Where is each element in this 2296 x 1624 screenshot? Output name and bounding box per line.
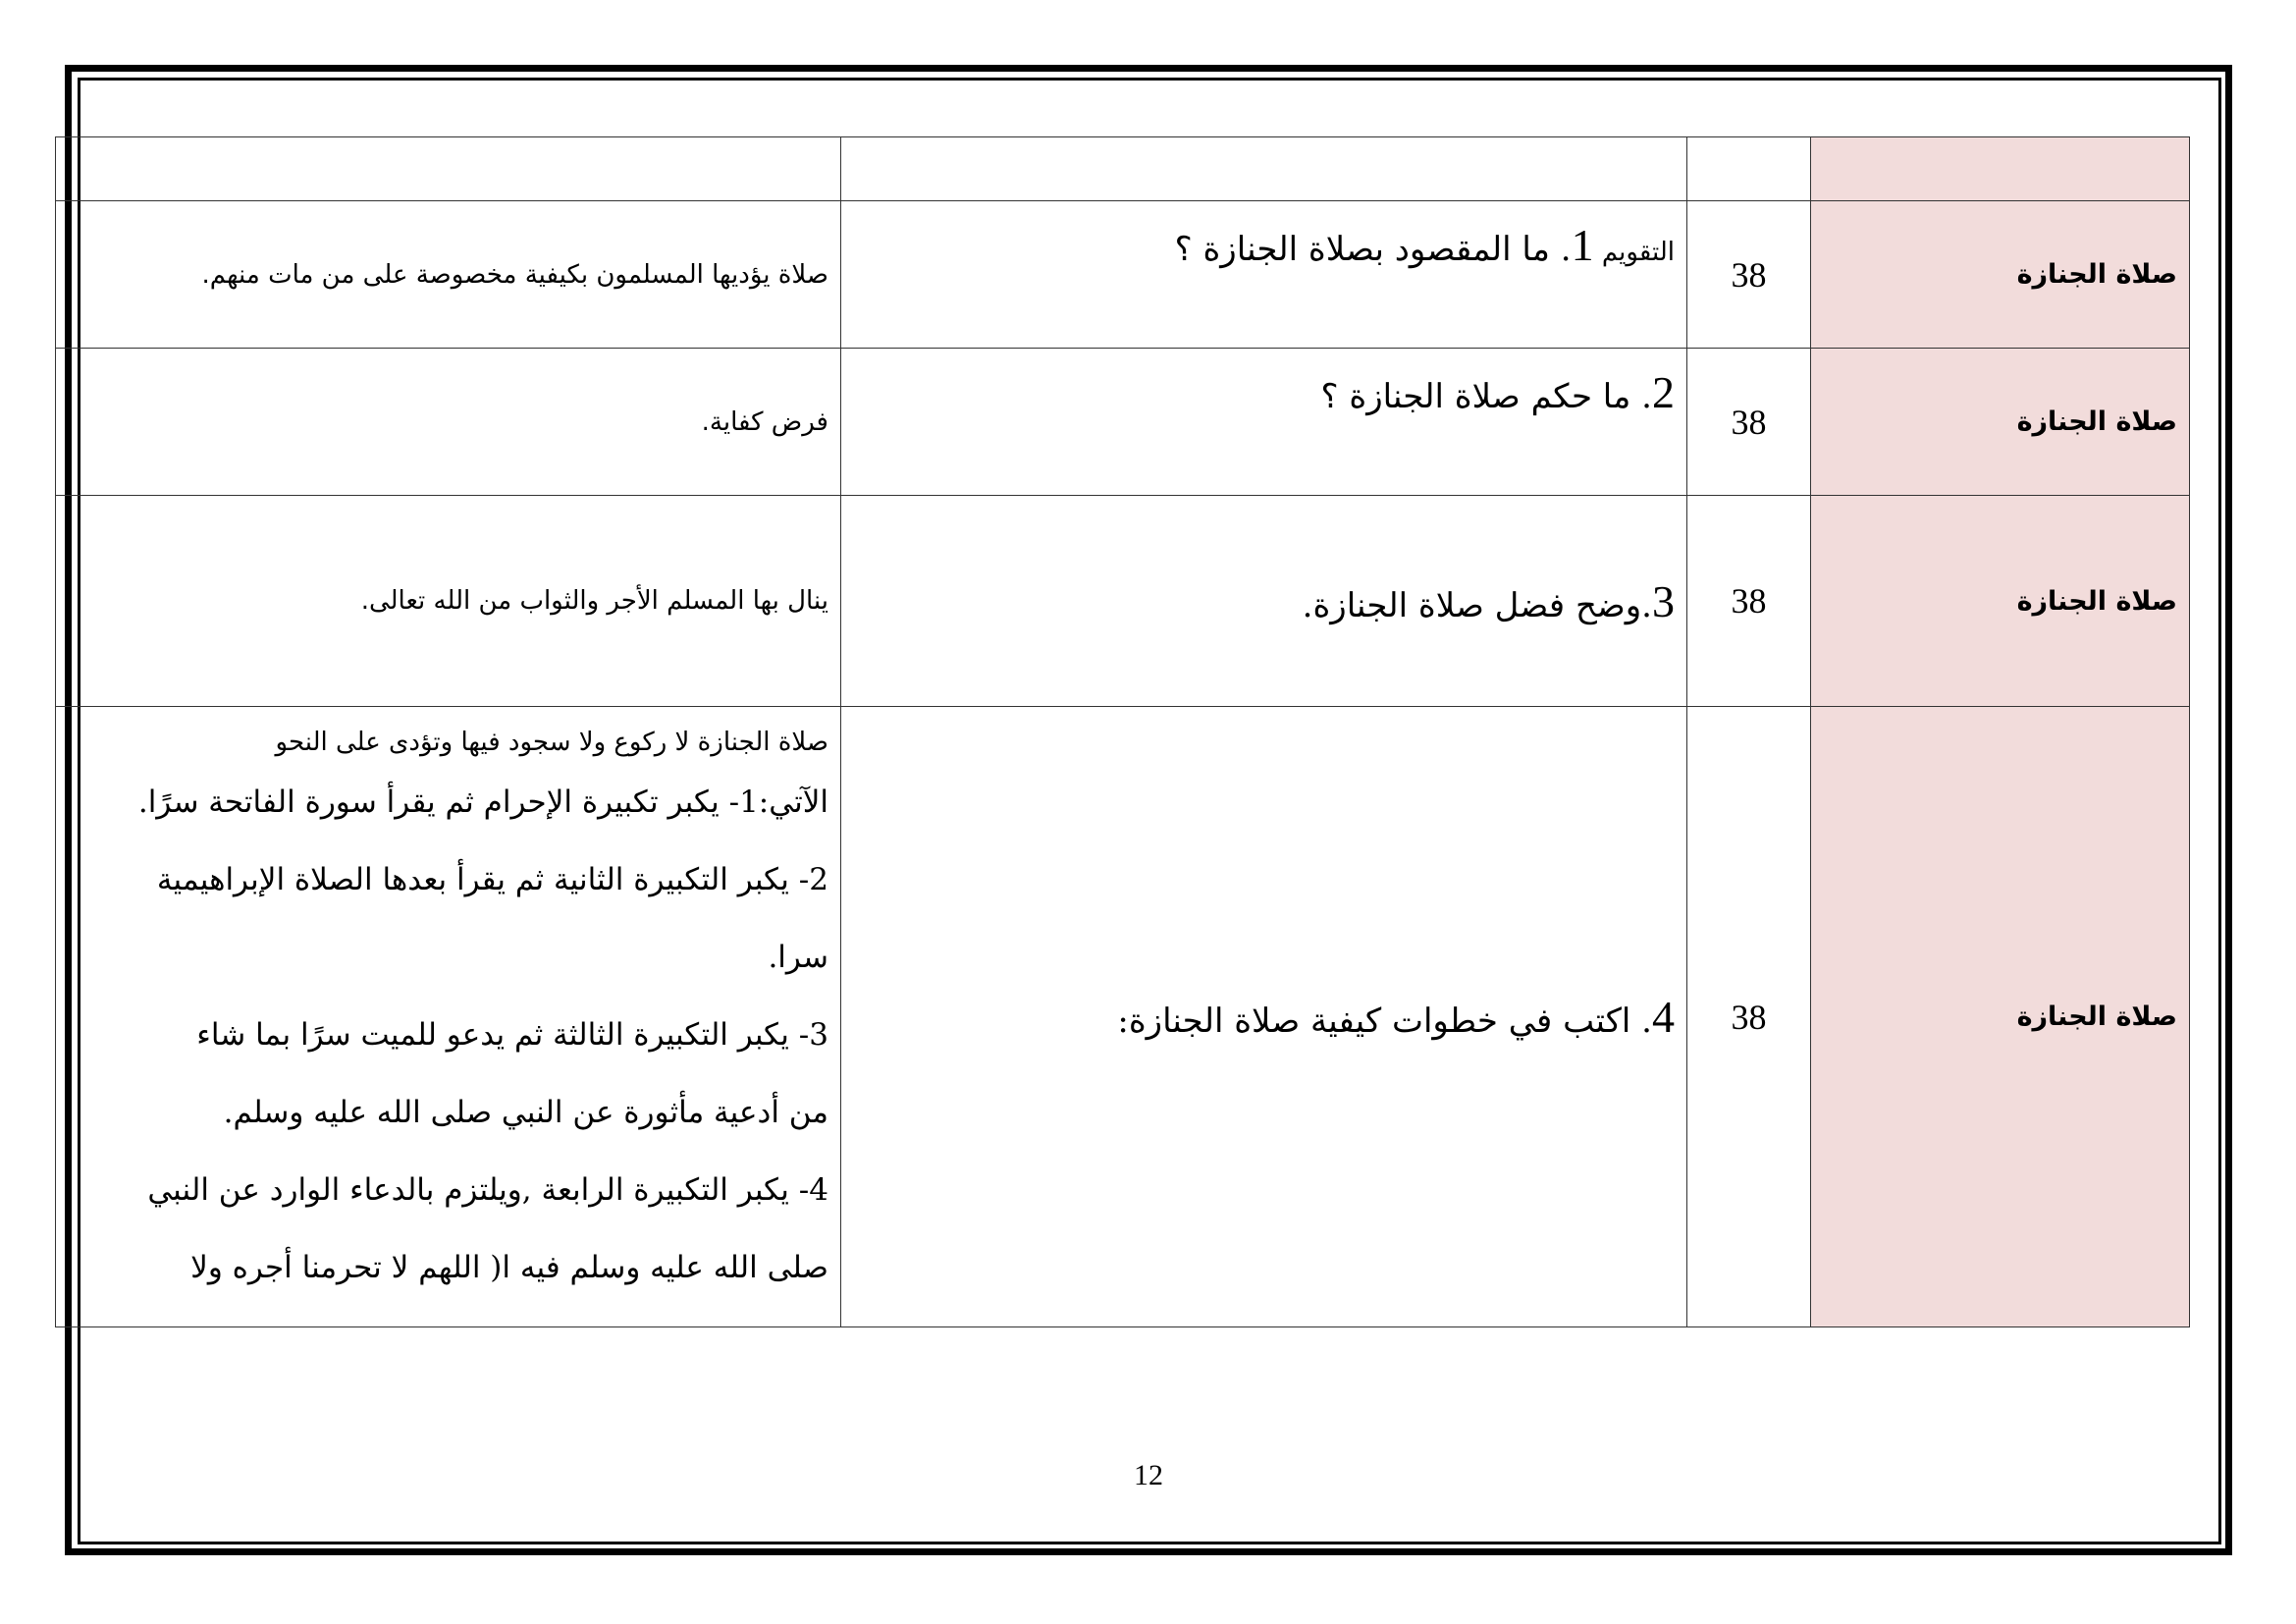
lesson-title-cell: [1811, 707, 2190, 1327]
question-text: . ما حكم صلاة الجنازة ؟: [1320, 377, 1652, 416]
page-ref: 38: [1687, 201, 1811, 349]
lesson-title: صلاة الجنازة: [2016, 585, 2177, 617]
answer-cell: [56, 707, 841, 1327]
question-number: 1: [1571, 220, 1594, 270]
question-cell: [841, 496, 1687, 707]
question-number: 2: [1652, 367, 1675, 417]
table-row: [56, 496, 2190, 707]
answer-line: صلى الله عليه وسلم فيه ا( اللهم لا تحرمنا أجره ولا: [190, 1250, 828, 1285]
empty-answer-cell: [56, 137, 841, 201]
page-ref: 38: [1687, 707, 1811, 1327]
question-cell: [841, 707, 1687, 1327]
answer-line: من أدعية مأثورة عن النبي صلى الله عليه وسلم.: [223, 1095, 828, 1130]
table-row: [56, 201, 2190, 349]
question-number: 4: [1652, 992, 1675, 1042]
answer-cell: ينال بها المسلم الأجر والثواب من الله تعالى.: [56, 496, 841, 707]
table-row: [56, 349, 2190, 496]
answer-line: 2- يكبر التكبيرة الثانية ثم يقرأ بعدها الصلاة الإبراهيمية: [156, 862, 828, 897]
question-number: 3: [1652, 575, 1675, 626]
questions-table: [55, 136, 2190, 1327]
answer-cell: صلاة يؤديها المسلمون بكيفية مخصوصة على من مات منهم.: [56, 201, 841, 349]
answer-line: سرا.: [768, 940, 828, 975]
lesson-title: صلاة الجنازة: [2016, 259, 2177, 290]
table-empty-header-row: [56, 137, 2190, 201]
empty-page-cell: [1687, 137, 1811, 201]
empty-title-cell: [1811, 137, 2190, 201]
page-number: 12: [1134, 1459, 1163, 1491]
question-text: . ما المقصود بصلاة الجنازة ؟: [1174, 230, 1572, 269]
question-text: . اكتب في خطوات كيفية صلاة الجنازة:: [1117, 1001, 1652, 1041]
question-cell: [841, 201, 1687, 349]
answer-line: الآتي:1- يكبر تكبيرة الإحرام ثم يقرأ سورة الفاتحة سرًا.: [137, 785, 828, 820]
answer-cell: فرض كفاية.: [56, 349, 841, 496]
page-ref: 38: [1687, 496, 1811, 707]
empty-question-cell: [841, 137, 1687, 201]
answer-line: 3- يكبر التكبيرة الثالثة ثم يدعو للميت سرًا بما شاء: [196, 1017, 828, 1053]
question-cell: [841, 349, 1687, 496]
lesson-title-cell: [1811, 496, 2190, 707]
answer-intro: صلاة الجنازة لا ركوع ولا سجود فيها وتؤدى على النحو: [275, 728, 828, 757]
lesson-title-cell: [1811, 349, 2190, 496]
table-row: [56, 707, 2190, 1327]
answer-line: 4- يكبر التكبيرة الرابعة ,ويلتزم بالدعاء الوارد عن النبي: [147, 1172, 828, 1208]
lesson-title-cell: [1811, 201, 2190, 349]
question-prefix: التقويم: [1593, 238, 1675, 267]
lesson-title: صلاة الجنازة: [2016, 1001, 2177, 1032]
lesson-title: صلاة الجنازة: [2016, 406, 2177, 437]
question-text: .وضح فضل صلاة الجنازة.: [1302, 585, 1652, 625]
page-ref: 38: [1687, 349, 1811, 496]
